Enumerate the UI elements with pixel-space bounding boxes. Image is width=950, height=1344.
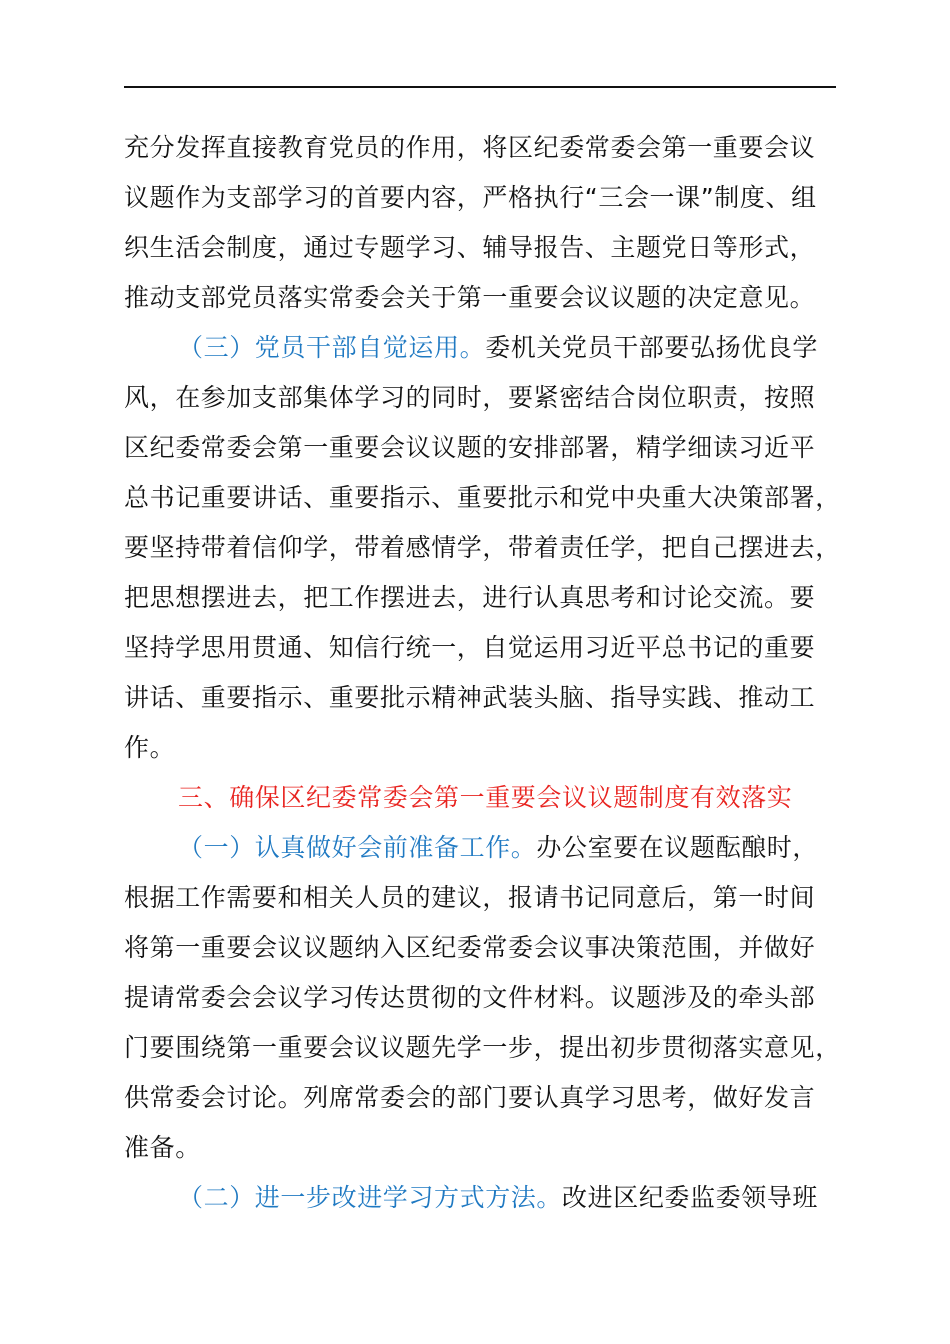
text-line: 议题作为支部学习的首要内容，严格执行“三会一课”制度、组 (124, 183, 817, 212)
text-line: 将第一重要会议议题纳入区纪委常委会议事决策范围，并做好 (124, 933, 816, 962)
text-line: 坚持学思用贯通、知信行统一，自觉运用习近平总书记的重要 (124, 633, 816, 662)
paragraph-text: 办公室要在议题酝酿时， (536, 833, 819, 862)
text-line: 讲话、重要指示、重要批示精神武装头脑、指导实践、推动工 (124, 683, 816, 712)
text-line: 准备。 (124, 1133, 201, 1162)
text-line: 提请常委会会议学习传达贯彻的文件材料。议题涉及的牵头部 (124, 983, 816, 1012)
paragraph-3-first-line (178, 328, 918, 368)
section-3-heading: 三、确保区纪委常委会第一重要会议议题制度有效落实 (178, 783, 793, 812)
text-line: 风，在参加支部集体学习的同时，要紧密结合岗位职责，按照 (124, 383, 816, 412)
paragraph-text: 委机关党员干部要弘扬优良学 (485, 333, 819, 362)
text-line: 根据工作需要和相关人员的建议，报请书记同意后，第一时间 (124, 883, 816, 912)
text-line: 织生活会制度，通过专题学习、辅导报告、主题党日等形式， (124, 233, 816, 262)
header-rule (124, 86, 836, 88)
text-line: 区纪委常委会第一重要会议议题的安排部署，精学细读习近平 (124, 433, 816, 462)
text-line: 供常委会讨论。列席常委会的部门要认真学习思考，做好发言 (124, 1083, 816, 1112)
text-line: 充分发挥直接教育党员的作用，将区纪委常委会第一重要会议 (124, 133, 816, 162)
section-3-2-first-line (178, 1178, 918, 1218)
text-line: 把思想摆进去，把工作摆进去，进行认真思考和讨论交流。要 (124, 583, 816, 612)
subheading-preparation: （一）认真做好会前准备工作。 (178, 833, 537, 862)
section-3-1-first-line (178, 828, 918, 868)
text-line: 要坚持带着信仰学，带着感情学，带着责任学，把自己摆进去， (124, 533, 841, 562)
text-line: 门要围绕第一重要会议议题先学一步，提出初步贯彻落实意见， (124, 1033, 841, 1062)
paragraph-text: 改进区纪委监委领导班 (562, 1183, 819, 1212)
subheading-learning-methods: （二）进一步改进学习方式方法。 (178, 1183, 563, 1212)
subheading-party-cadres: （三）党员干部自觉运用。 (178, 333, 486, 362)
text-line: 推动支部党员落实常委会关于第一重要会议议题的决定意见。 (124, 283, 816, 312)
text-line: 作。 (124, 733, 176, 762)
text-line: 总书记重要讲话、重要指示、重要批示和党中央重大决策部署， (124, 483, 841, 512)
